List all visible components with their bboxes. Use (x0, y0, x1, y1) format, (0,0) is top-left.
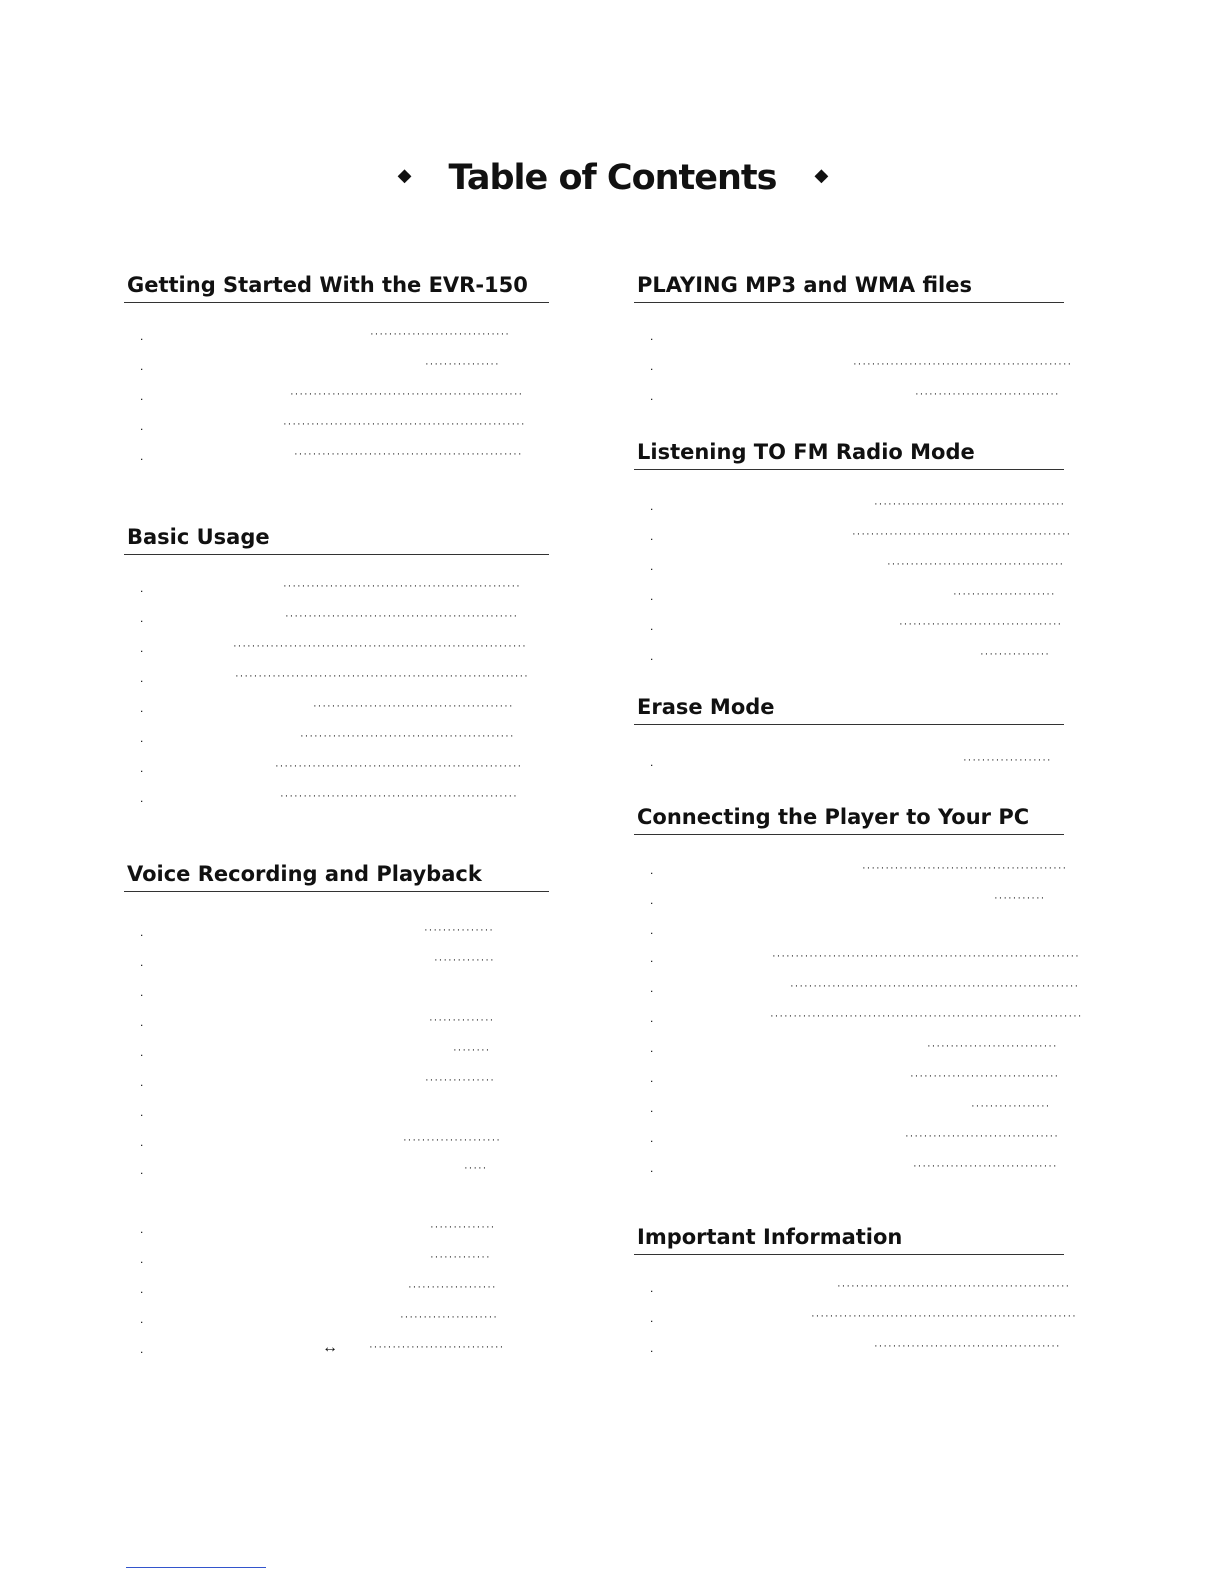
dot-leader: ················ (425, 358, 500, 370)
dot-leader: ····················································· (275, 760, 523, 772)
bullet-marker: . (650, 981, 654, 995)
bullet-marker: . (140, 1342, 144, 1356)
toc-entry (634, 1100, 1064, 1118)
bullet-marker: . (650, 1011, 654, 1025)
toc-entry (124, 730, 549, 748)
bullet-marker: . (650, 559, 654, 573)
bullet-marker: . (140, 731, 144, 745)
bullet-marker: . (650, 499, 654, 513)
section-voice-recording (124, 857, 549, 1356)
bullet-marker: . (650, 649, 654, 663)
page-title-text: Table of Contents (448, 158, 777, 198)
toc-entry (634, 892, 1064, 910)
dot-leader: ···························· (927, 1040, 1058, 1052)
footer-link-line (126, 1567, 266, 1568)
toc-entry (124, 954, 549, 972)
bullet-marker: . (140, 1282, 144, 1296)
bullet-marker: . (140, 985, 144, 999)
dot-leader: ···················································· (283, 418, 526, 430)
bullet-marker: . (140, 701, 144, 715)
bullet-marker: . (140, 1135, 144, 1149)
toc-entry (124, 610, 549, 628)
bullet-marker: . (650, 619, 654, 633)
toc-entry (634, 528, 1072, 546)
dot-leader: ·············· (430, 1221, 496, 1233)
toc-entry (124, 1311, 549, 1329)
section-connecting-pc (634, 800, 1083, 1175)
bullet-marker: . (140, 1015, 144, 1029)
section-erase-mode (634, 690, 1064, 769)
toc-entry (124, 580, 549, 598)
toc-entry (124, 760, 549, 778)
diamond-icon: ◆ (397, 164, 411, 186)
dot-leader: ································· (905, 1130, 1059, 1142)
bullet-marker: . (650, 1161, 654, 1175)
toc-entry (124, 388, 549, 406)
dot-leader: ························································· (811, 1310, 1077, 1322)
toc-entry (124, 1281, 549, 1299)
toc-entry (124, 1044, 549, 1062)
toc-entry (634, 618, 1064, 636)
dot-leader: ·················································· (290, 388, 524, 400)
toc-entry (124, 418, 549, 436)
bullet-marker: . (140, 925, 144, 939)
toc-entry (124, 1014, 549, 1032)
dot-leader: ··················································· (283, 580, 521, 592)
dot-leader: ··············································· (852, 528, 1072, 540)
bullet-marker: . (650, 893, 654, 907)
bullet-marker: . (650, 329, 654, 343)
section-getting-started (124, 268, 549, 463)
toc-entry (634, 1340, 1064, 1358)
toc-entry (634, 950, 1080, 968)
dot-leader: ·················································· (285, 610, 519, 622)
bullet-marker: . (650, 529, 654, 543)
section-playing-mp3 (634, 268, 1073, 403)
toc-entry (634, 558, 1065, 576)
bullet-marker: . (140, 1222, 144, 1236)
dot-leader: ·················································· (837, 1280, 1071, 1292)
toc-entry (124, 1074, 549, 1092)
bullet-marker: . (140, 1312, 144, 1326)
dot-leader: ··················· (963, 754, 1052, 766)
toc-entry (124, 670, 549, 688)
dot-leader: ······················ (953, 588, 1056, 600)
arrow-icon: ↔ (322, 1339, 338, 1356)
bullet-marker: . (650, 923, 654, 937)
bullet-marker: . (140, 641, 144, 655)
toc-entry (124, 924, 549, 942)
toc-entry (634, 1130, 1064, 1148)
toc-entry (634, 1280, 1071, 1298)
toc-entry (634, 329, 1064, 346)
section-fm-radio (634, 435, 1072, 663)
bullet-marker: . (650, 1281, 654, 1295)
toc-entry (124, 448, 549, 466)
bullet-marker: . (650, 359, 654, 373)
toc-entry (124, 1339, 549, 1359)
toc-entry (634, 648, 1064, 666)
toc-entry (124, 1251, 549, 1269)
dot-leader: ····················· (400, 1311, 498, 1323)
section-heading: Important Information (634, 1220, 1064, 1255)
toc-entry (634, 1010, 1083, 1028)
toc-entry (634, 1040, 1064, 1058)
diamond-icon: ◆ (814, 164, 828, 186)
dot-leader: ··································· (899, 618, 1063, 630)
dot-leader: ······································ (887, 558, 1065, 570)
section-heading: Basic Usage (124, 520, 549, 555)
dot-leader: ··········································· (313, 700, 514, 712)
toc-entry (124, 358, 549, 376)
bullet-marker: . (140, 1252, 144, 1266)
dot-leader: ············· (434, 954, 495, 966)
toc-entry (634, 1310, 1077, 1328)
toc-entry (124, 790, 549, 808)
dot-leader: ················································· (294, 448, 523, 460)
bullet-marker: . (140, 1075, 144, 1089)
dot-leader: ·············································· (300, 730, 515, 742)
section-heading: Voice Recording and Playback (124, 857, 549, 892)
toc-entry (124, 640, 549, 658)
toc-entry (124, 1134, 549, 1152)
toc-entry (124, 328, 549, 346)
section-important-info (634, 1220, 1077, 1355)
page-title (0, 158, 1225, 198)
dot-leader: ······························· (915, 388, 1060, 400)
bullet-marker: . (140, 389, 144, 403)
section-heading: PLAYING MP3 and WMA files (634, 268, 1064, 303)
dot-leader: ·············· (429, 1014, 495, 1026)
toc-entry (124, 700, 549, 718)
bullet-marker: . (140, 581, 144, 595)
dot-leader: ······························· (913, 1160, 1058, 1172)
dot-leader: ··············· (980, 648, 1050, 660)
bullet-marker: . (650, 1341, 654, 1355)
dot-leader: ············· (430, 1251, 491, 1263)
bullet-marker: . (650, 1071, 654, 1085)
toc-entry (634, 923, 1064, 940)
bullet-marker: . (140, 1045, 144, 1059)
bullet-marker: . (650, 1041, 654, 1055)
dot-leader: ································ (910, 1070, 1060, 1082)
dot-leader: ····························· (369, 1341, 505, 1353)
bullet-marker: . (650, 1131, 654, 1145)
bullet-marker: . (650, 755, 654, 769)
bullet-marker: . (650, 863, 654, 877)
dot-leader: ····· (464, 1162, 488, 1174)
dot-leader: ··············· (425, 1074, 495, 1086)
bullet-marker: . (140, 1163, 144, 1177)
section-heading: Connecting the Player to Your PC (634, 800, 1064, 835)
bullet-marker: . (140, 329, 144, 343)
toc-entry (634, 980, 1080, 998)
dot-leader: ····················· (403, 1134, 501, 1146)
bullet-marker: . (650, 951, 654, 965)
bullet-marker: . (140, 611, 144, 625)
section-heading: Listening TO FM Radio Mode (634, 435, 1064, 470)
bullet-marker: . (140, 955, 144, 969)
bullet-marker: . (140, 449, 144, 463)
bullet-marker: . (650, 1101, 654, 1115)
dot-leader: ······························································· (233, 640, 527, 652)
toc-entry (634, 862, 1068, 880)
dot-leader: ··············· (424, 924, 494, 936)
toc-entry (634, 498, 1066, 516)
bullet-marker: . (140, 671, 144, 685)
bullet-marker: . (140, 791, 144, 805)
section-heading: Getting Started With the EVR-150 (124, 268, 549, 303)
toc-entry (634, 588, 1064, 606)
toc-entry (124, 1221, 549, 1239)
toc-entry (124, 985, 549, 1002)
dot-leader: ················· (971, 1100, 1051, 1112)
dot-leader: ··················································· (280, 790, 518, 802)
dot-leader: ··································································· (770, 1010, 1083, 1022)
toc-entry (634, 388, 1064, 406)
dot-leader: ··········· (994, 892, 1046, 904)
section-heading: Erase Mode (634, 690, 1064, 725)
toc-entry (634, 754, 1064, 772)
toc-entry (634, 1070, 1064, 1088)
bullet-marker: . (140, 419, 144, 433)
bullet-marker: . (140, 359, 144, 373)
dot-leader: ········································ (874, 1340, 1061, 1352)
dot-leader: ·································································· (772, 950, 1080, 962)
bullet-marker: . (650, 389, 654, 403)
toc-entry (124, 1105, 549, 1122)
dot-leader: ······························································ (790, 980, 1080, 992)
dot-leader: ··············································· (853, 358, 1073, 370)
dot-leader: ········································· (874, 498, 1066, 510)
bullet-marker: . (140, 761, 144, 775)
bullet-marker: . (650, 589, 654, 603)
toc-entry (634, 1160, 1064, 1178)
toc-entry (634, 358, 1073, 376)
section-basic-usage (124, 520, 549, 805)
dot-leader: ······························ (370, 328, 510, 340)
toc-entry (124, 1162, 549, 1180)
dot-leader: ··················· (408, 1281, 497, 1293)
bullet-marker: . (140, 1105, 144, 1119)
bullet-marker: . (650, 1311, 654, 1325)
dot-leader: ············································ (862, 862, 1068, 874)
dot-leader: ········ (453, 1044, 491, 1056)
dot-leader: ······························································· (235, 670, 529, 682)
